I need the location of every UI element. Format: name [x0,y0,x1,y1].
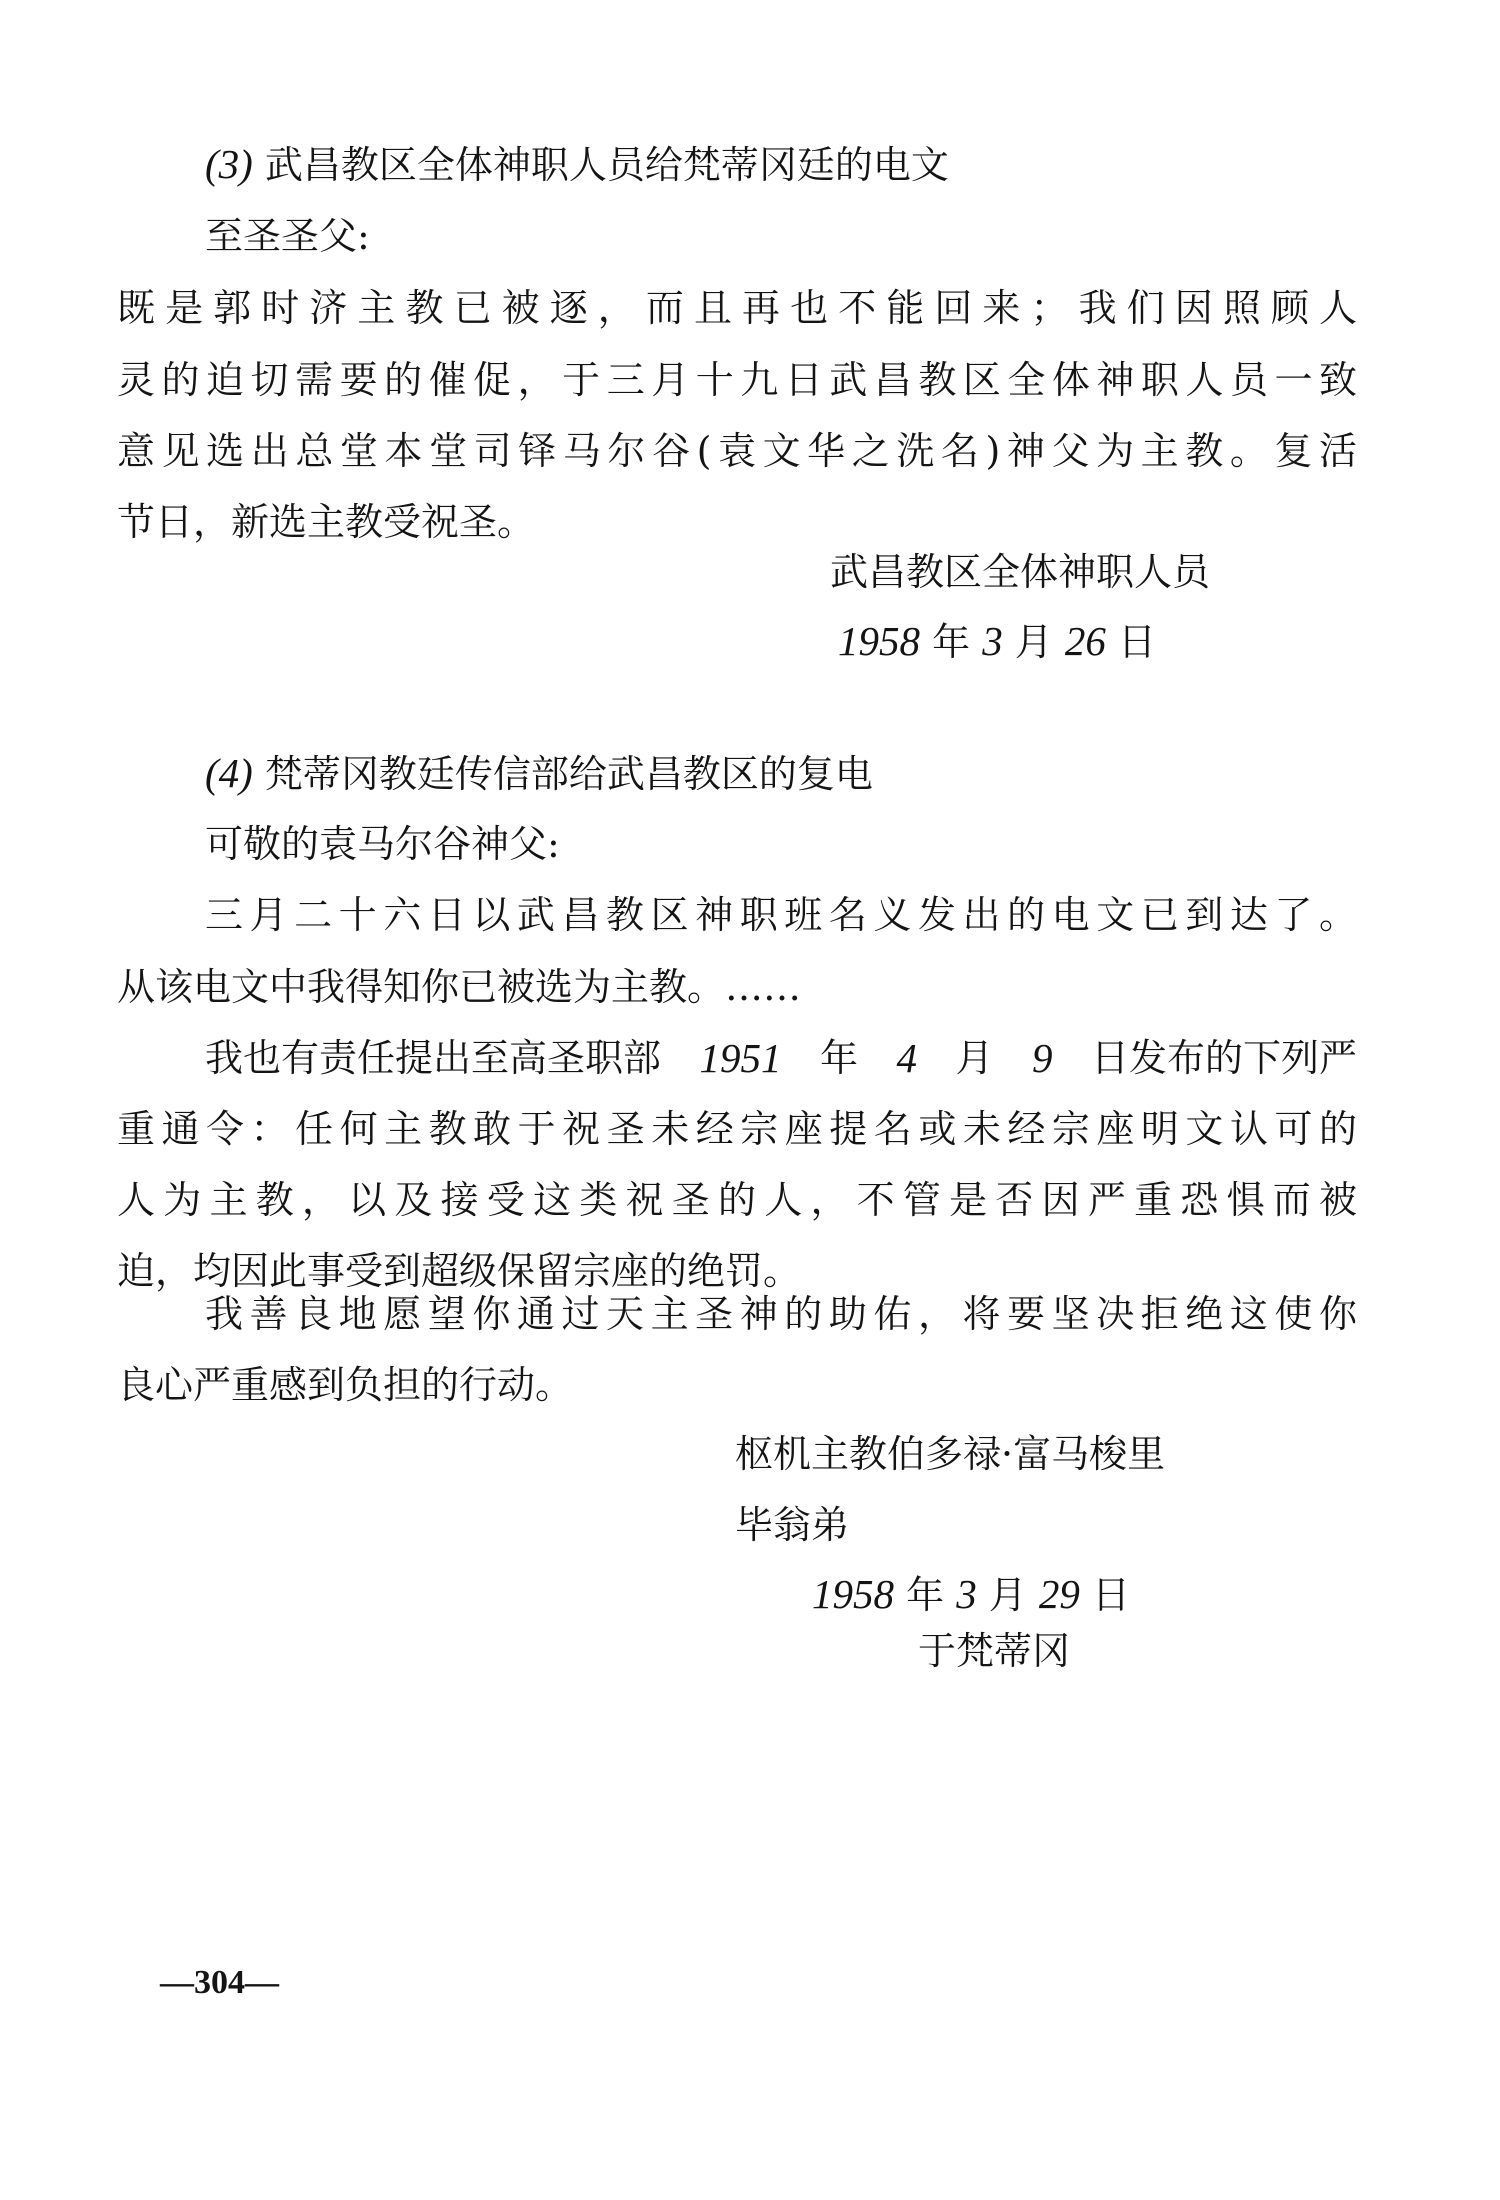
section3-salutation: 至圣圣父: [205,214,370,258]
section4-para1-line: 从该电文中我得知你已被选为主教。…… [117,965,802,1009]
section4-salutation: 可敬的袁马尔谷神父: [205,822,560,866]
section4-para3-line: 良心严重感到负担的行动。 [117,1363,574,1407]
section3-body-line: 灵的迫切需要的催促，于三月十九日武昌教区全体神职人员一致 [117,358,1357,402]
section4-date: 1958 年 3 月 29 日 [812,1571,1131,1617]
section3-body-line: 既是郭时济主教已被逐，而且再也不能回来；我们因照顾人 [117,286,1357,330]
section4-para2-line: 重通令：任何主教敢于祝圣未经宗座提名或未经宗座明文认可的 [117,1107,1357,1151]
section3-signature: 武昌教区全体神职人员 [830,550,1211,594]
section3-heading [205,140,949,189]
section3-date: 1958 年 3 月 26 日 [838,618,1157,664]
section4-para2-line: 我也有责任提出至高圣职部 1951 年 4 月 9 日发布的下列严 [205,1035,1357,1081]
section4-signature-line1: 枢机主教伯多禄·富马梭里 [735,1432,1166,1476]
section4-title: 梵蒂冈教廷传信部给武昌教区的复电 [264,752,873,796]
section4-para2-line: 迫，均因此事受到超级保留宗座的绝罚。 [117,1249,802,1293]
section3-body-line: 意见选出总堂本堂司铎马尔谷(袁文华之洗名)神父为主教。复活 [117,429,1357,473]
section4-number: (4) [205,750,253,796]
section4-para1-line: 三月二十六日以武昌教区神职班名义发出的电文已到达了。 [205,893,1357,937]
section4-signature-line2: 毕翁弟 [735,1503,850,1547]
section3-body-line: 节日，新选主教受祝圣。 [117,500,536,544]
section4-para2-line: 人为主教，以及接受这类祝圣的人，不管是否因严重恐惧而被 [117,1178,1357,1222]
section3-number: (3) [205,141,253,187]
section4-heading [205,749,873,798]
section4-place: 于梵蒂冈 [918,1629,1071,1673]
section3-title: 武昌教区全体神职人员给梵蒂冈廷的电文 [264,143,949,187]
section4-para3-line: 我善良地愿望你通过天主圣神的助佑，将要坚决拒绝这使你 [205,1292,1357,1336]
page-number: —304— [160,1964,279,2001]
